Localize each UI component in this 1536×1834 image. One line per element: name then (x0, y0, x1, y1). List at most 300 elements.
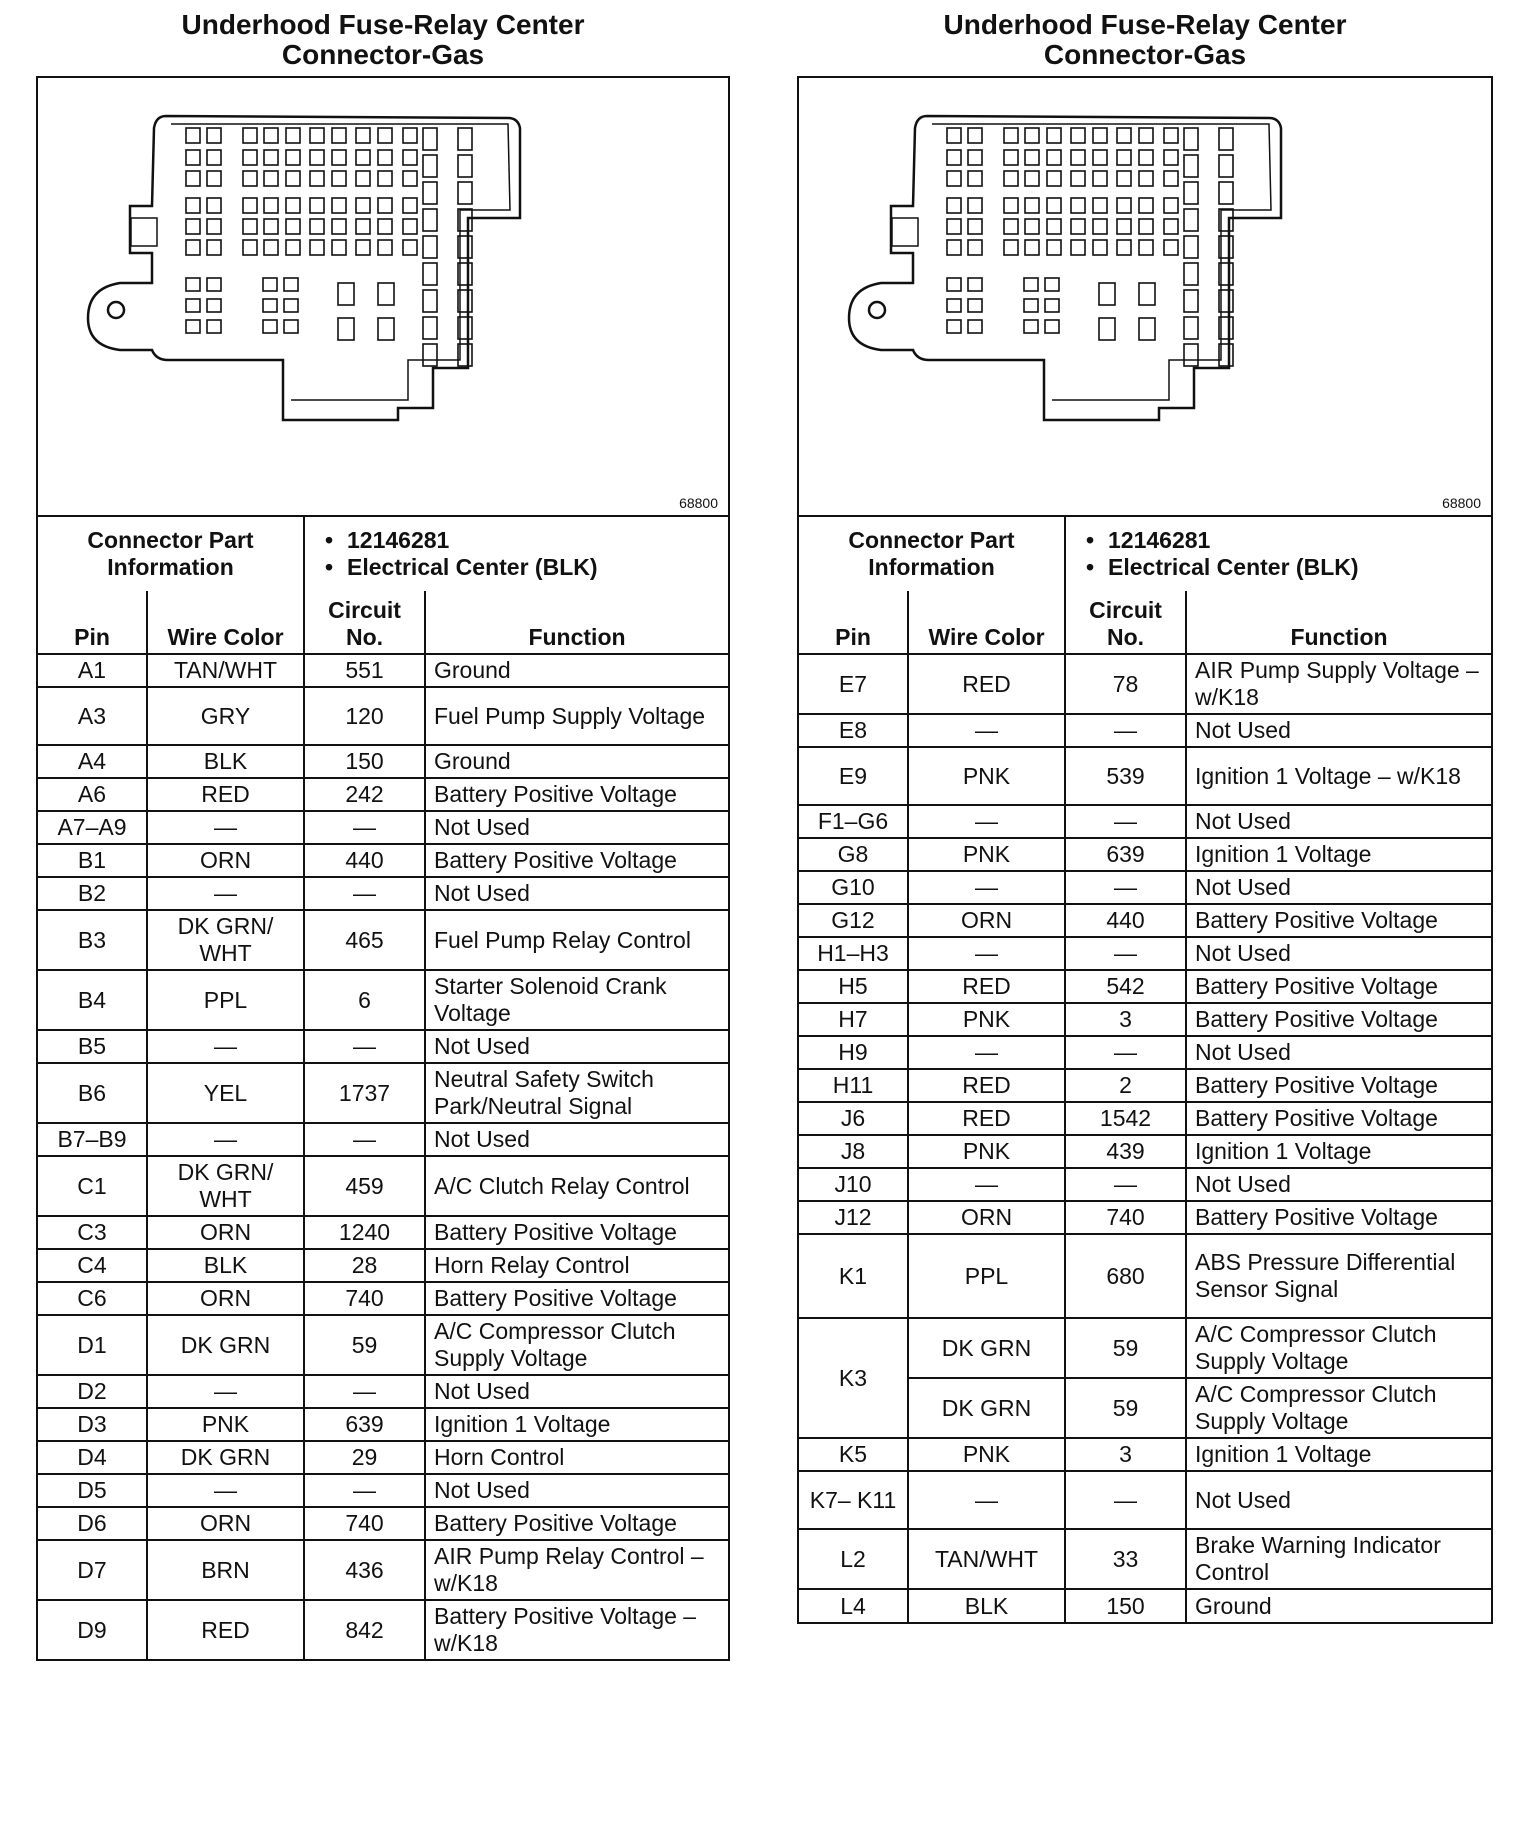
fuse-cavity (1164, 171, 1178, 186)
fuse-cavity (378, 240, 392, 255)
table-row (799, 654, 1491, 714)
function-cell: Ground (425, 745, 728, 778)
pin-cell: G10 (799, 871, 908, 904)
fuse-cavity (1071, 219, 1085, 234)
header-circuit: Circuit No. (304, 591, 425, 654)
fuse-box-diagram (799, 78, 1490, 515)
wire-color-cell: RED (908, 1069, 1065, 1102)
circuit-cell: 1542 (1065, 1102, 1186, 1135)
function-cell: Battery Positive Voltage (425, 778, 728, 811)
function-cell: ABS Pressure Differential Sensor Signal (1186, 1234, 1491, 1318)
fuse-cavity (186, 198, 200, 213)
wire-color-cell: ORN (147, 1282, 304, 1315)
function-cell: Horn Relay Control (425, 1249, 728, 1282)
pin-cell: B1 (38, 844, 147, 877)
fuse-cavity (310, 171, 324, 186)
table-row (799, 1529, 1491, 1589)
fuse-cavity (1004, 128, 1018, 143)
relay-cavity (423, 182, 437, 204)
wire-color-cell: — (908, 714, 1065, 747)
fuse-cavity (378, 150, 392, 165)
wire-color-cell: PNK (908, 838, 1065, 871)
fuse-cavity (947, 150, 961, 165)
fuse-cavity (1117, 128, 1131, 143)
fuse-cavity (286, 128, 300, 143)
table-row (799, 1102, 1491, 1135)
pin-cell: G8 (799, 838, 908, 871)
pin-cell: E9 (799, 747, 908, 805)
relay-cavity (423, 155, 437, 177)
title-line-2: Connector-Gas (1043, 39, 1247, 70)
fuse-cavity (356, 198, 370, 213)
relay-cavity (1184, 128, 1198, 150)
wire-color-cell: — (908, 1168, 1065, 1201)
fuse-cavity (286, 150, 300, 165)
fuse-cavity (1071, 240, 1085, 255)
relay-cavity (1184, 236, 1198, 258)
wire-color-cell: — (147, 811, 304, 844)
fuse-cavity (1045, 278, 1059, 291)
table-row (38, 1408, 728, 1441)
fuse-cavity (947, 320, 961, 333)
fuse-cavity (1093, 150, 1107, 165)
relay-cavity (1184, 182, 1198, 204)
fuse-cavity (947, 198, 961, 213)
relay-cavity (1219, 128, 1233, 150)
circuit-cell: 59 (1065, 1378, 1186, 1438)
fuse-cavity (1139, 171, 1153, 186)
relay-cavity (1099, 318, 1115, 340)
pin-cell: D4 (38, 1441, 147, 1474)
fuse-cavity (968, 171, 982, 186)
fuse-cavity (207, 240, 221, 255)
table-row (799, 714, 1491, 747)
fuse-block-outline (88, 116, 520, 420)
circuit-cell: 2 (1065, 1069, 1186, 1102)
table-row (799, 1201, 1491, 1234)
fuse-cavity (356, 171, 370, 186)
wire-color-cell: DK GRN/ WHT (147, 910, 304, 970)
function-cell: Ignition 1 Voltage (1186, 1135, 1491, 1168)
fuse-cavity (1117, 240, 1131, 255)
fuse-cavity (1025, 219, 1039, 234)
function-cell: A/C Clutch Relay Control (425, 1156, 728, 1216)
pin-cell: G12 (799, 904, 908, 937)
fuse-cavity (1045, 320, 1059, 333)
fuse-cavity (284, 278, 298, 291)
pin-table (799, 591, 1491, 1622)
wire-color-cell: ORN (147, 1216, 304, 1249)
fuse-cavity (207, 320, 221, 333)
pin-cell: B7–B9 (38, 1123, 147, 1156)
fuse-cavity (1164, 150, 1178, 165)
pin-cell: D6 (38, 1507, 147, 1540)
fuse-cavity (286, 240, 300, 255)
circuit-cell: 680 (1065, 1234, 1186, 1318)
fuse-cavity (1139, 128, 1153, 143)
pin-cell: H5 (799, 970, 908, 1003)
fuse-cavity (243, 198, 257, 213)
circuit-cell: 59 (1065, 1318, 1186, 1378)
pin-cell: C1 (38, 1156, 147, 1216)
table-row (799, 805, 1491, 838)
function-cell: Not Used (1186, 714, 1491, 747)
pin-cell: H9 (799, 1036, 908, 1069)
circuit-cell: — (1065, 805, 1186, 838)
wire-color-cell: PNK (908, 1003, 1065, 1036)
fuse-cavity (1024, 278, 1038, 291)
left-panel (36, 0, 730, 1661)
fuse-cavity (264, 150, 278, 165)
fuse-cavity (264, 198, 278, 213)
connector-info-values (1065, 517, 1491, 591)
table-row (799, 1471, 1491, 1529)
fuse-cavity (403, 150, 417, 165)
wire-color-cell: RED (147, 1600, 304, 1659)
fuse-cavity (1164, 219, 1178, 234)
circuit-cell: 639 (1065, 838, 1186, 871)
relay-cavity (423, 317, 437, 339)
table-row (799, 1168, 1491, 1201)
function-cell: Battery Positive Voltage (1186, 904, 1491, 937)
circuit-cell: 542 (1065, 970, 1186, 1003)
table-row (38, 1156, 728, 1216)
wire-color-cell: — (908, 1036, 1065, 1069)
circuit-cell: 436 (304, 1540, 425, 1600)
circuit-cell: 3 (1065, 1003, 1186, 1036)
function-cell: A/C Compressor Clutch Supply Voltage (1186, 1318, 1491, 1378)
header-wire-color: Wire Color (908, 591, 1065, 654)
circuit-cell: 465 (304, 910, 425, 970)
fuse-cavity (1093, 240, 1107, 255)
function-cell: Brake Warning Indicator Control (1186, 1529, 1491, 1589)
circuit-cell: — (304, 1123, 425, 1156)
pin-cell: D5 (38, 1474, 147, 1507)
fuse-cavity (1025, 198, 1039, 213)
pin-cell: C4 (38, 1249, 147, 1282)
connector-info-label: Connector Part Information (38, 517, 304, 591)
wire-color-cell: ORN (908, 904, 1065, 937)
fuse-cavity (968, 299, 982, 312)
fuse-cavity (1093, 171, 1107, 186)
fuse-cavity (1004, 240, 1018, 255)
fuse-cavity (356, 240, 370, 255)
circuit-cell: 1737 (304, 1063, 425, 1123)
circuit-cell: 539 (1065, 747, 1186, 805)
pin-cell: D7 (38, 1540, 147, 1600)
fuse-cavity (947, 240, 961, 255)
fuse-cavity (243, 128, 257, 143)
function-cell: Ignition 1 Voltage (1186, 1438, 1491, 1471)
title-line-1: Underhood Fuse-Relay Center (181, 9, 585, 40)
circuit-cell: 1240 (304, 1216, 425, 1249)
table-row (799, 1003, 1491, 1036)
wire-color-cell: BRN (147, 1540, 304, 1600)
wire-color-cell: TAN/WHT (147, 654, 304, 687)
fuse-cavity (403, 219, 417, 234)
table-row (38, 778, 728, 811)
fuse-cavity (947, 128, 961, 143)
function-cell: Not Used (425, 1123, 728, 1156)
circuit-cell: 120 (304, 687, 425, 745)
pin-cell: L2 (799, 1529, 908, 1589)
pin-cell: D1 (38, 1315, 147, 1375)
relay-cavity (423, 263, 437, 285)
fuse-cavity (378, 198, 392, 213)
function-cell: Starter Solenoid Crank Voltage (425, 970, 728, 1030)
table-row (799, 937, 1491, 970)
circuit-cell: 6 (304, 970, 425, 1030)
right-panel (797, 0, 1493, 1624)
function-cell: Not Used (1186, 1471, 1491, 1529)
pin-cell: J12 (799, 1201, 908, 1234)
fuse-cavity (1093, 198, 1107, 213)
relay-cavity (1184, 209, 1198, 231)
wire-color-cell: BLK (147, 1249, 304, 1282)
table-row (38, 654, 728, 687)
fuse-cavity (286, 219, 300, 234)
fuse-cavity (968, 278, 982, 291)
table-row (38, 910, 728, 970)
wire-color-cell: PNK (147, 1408, 304, 1441)
circuit-cell: — (1065, 937, 1186, 970)
relay-cavity (1139, 318, 1155, 340)
fuse-cavity (1047, 171, 1061, 186)
circuit-cell: — (304, 1375, 425, 1408)
relay-cavity (1184, 317, 1198, 339)
wire-color-cell: RED (908, 654, 1065, 714)
wire-color-cell: ORN (147, 844, 304, 877)
fuse-cavity (332, 171, 346, 186)
circuit-cell: 29 (304, 1441, 425, 1474)
pin-cell: J10 (799, 1168, 908, 1201)
connector-frame (36, 76, 730, 1661)
function-cell: Not Used (1186, 937, 1491, 970)
table-row (38, 1249, 728, 1282)
circuit-cell: 842 (304, 1600, 425, 1659)
table-row (38, 1507, 728, 1540)
pin-cell: F1–G6 (799, 805, 908, 838)
fuse-cavity (968, 320, 982, 333)
circuit-cell: — (1065, 1168, 1186, 1201)
fuse-cavity (1071, 171, 1085, 186)
wire-color-cell: — (908, 871, 1065, 904)
circuit-cell: — (304, 877, 425, 910)
fuse-cavity (378, 128, 392, 143)
header-pin: Pin (799, 591, 908, 654)
connector-info-label: Connector Part Information (799, 517, 1065, 591)
fuse-cavity (1093, 219, 1107, 234)
diagram-code: 68800 (679, 495, 718, 511)
wire-color-cell: PNK (908, 747, 1065, 805)
part-number: • 12146281 (1074, 527, 1483, 554)
wire-color-cell: DK GRN (147, 1315, 304, 1375)
fuse-cavity (968, 198, 982, 213)
table-row (799, 747, 1491, 805)
title-line-1: Underhood Fuse-Relay Center (943, 9, 1347, 40)
wire-color-cell: — (147, 877, 304, 910)
circuit-cell: 150 (304, 745, 425, 778)
function-cell: Not Used (1186, 1036, 1491, 1069)
function-cell: Fuel Pump Relay Control (425, 910, 728, 970)
circuit-cell: — (304, 1474, 425, 1507)
fuse-cavity (284, 299, 298, 312)
function-cell: Battery Positive Voltage (425, 844, 728, 877)
blk-tab (892, 218, 918, 246)
circuit-cell: 551 (304, 654, 425, 687)
relay-cavity (1219, 155, 1233, 177)
relay-cavity (378, 283, 394, 305)
connector-description: • Electrical Center (BLK) (313, 554, 720, 581)
pin-cell: B5 (38, 1030, 147, 1063)
wire-color-cell: RED (908, 1102, 1065, 1135)
pin-cell: A4 (38, 745, 147, 778)
relay-cavity (338, 318, 354, 340)
fuse-cavity (310, 128, 324, 143)
relay-cavity (458, 128, 472, 150)
relay-cavity (423, 236, 437, 258)
fuse-cavity (1071, 198, 1085, 213)
connector-frame (797, 76, 1493, 1624)
pin-cell: H1–H3 (799, 937, 908, 970)
fuse-cavity (1025, 171, 1039, 186)
fuse-cavity (243, 219, 257, 234)
wire-color-cell: RED (908, 970, 1065, 1003)
function-cell: Battery Positive Voltage (1186, 1069, 1491, 1102)
header-pin: Pin (38, 591, 147, 654)
wire-color-cell: PNK (908, 1438, 1065, 1471)
fuse-cavity (378, 171, 392, 186)
fuse-cavity (1047, 198, 1061, 213)
function-cell: Battery Positive Voltage (425, 1216, 728, 1249)
table-row (799, 904, 1491, 937)
fuse-cavity (1071, 128, 1085, 143)
fuse-cavity (403, 198, 417, 213)
function-cell: Neutral Safety Switch Park/Neutral Signal (425, 1063, 728, 1123)
pin-cell: K5 (799, 1438, 908, 1471)
part-number: • 12146281 (313, 527, 720, 554)
table-row (38, 687, 728, 745)
fuse-cavity (1004, 171, 1018, 186)
fuse-cavity (243, 171, 257, 186)
relay-cavity (378, 318, 394, 340)
pin-cell: K7– K11 (799, 1471, 908, 1529)
table-row (38, 1282, 728, 1315)
function-cell: Not Used (425, 1474, 728, 1507)
pin-cell: D3 (38, 1408, 147, 1441)
fuse-cavity (207, 299, 221, 312)
wire-color-cell: BLK (908, 1589, 1065, 1622)
function-cell: AIR Pump Supply Voltage – w/K18 (1186, 654, 1491, 714)
circuit-cell: 459 (304, 1156, 425, 1216)
connector-diagram (799, 78, 1491, 517)
fuse-cavity (968, 240, 982, 255)
fuse-cavity (207, 150, 221, 165)
function-cell: Ground (1186, 1589, 1491, 1622)
table-row (38, 1030, 728, 1063)
fuse-block-outline (849, 116, 1281, 420)
circuit-cell: 740 (304, 1282, 425, 1315)
relay-cavity (423, 209, 437, 231)
pin-cell: B4 (38, 970, 147, 1030)
connector-info-table (38, 517, 728, 591)
fuse-cavity (1047, 128, 1061, 143)
pin-cell: D2 (38, 1375, 147, 1408)
function-cell: Not Used (425, 1030, 728, 1063)
table-row (38, 1375, 728, 1408)
fuse-cavity (1164, 198, 1178, 213)
relay-cavity (423, 290, 437, 312)
function-cell: Not Used (1186, 805, 1491, 838)
function-cell: Horn Control (425, 1441, 728, 1474)
connector-diagram (38, 78, 728, 517)
wire-color-cell: ORN (147, 1507, 304, 1540)
fuse-cavity (403, 128, 417, 143)
fuse-cavity (1164, 240, 1178, 255)
fuse-cavity (356, 128, 370, 143)
fuse-cavity (403, 240, 417, 255)
wire-color-cell: PPL (908, 1234, 1065, 1318)
table-row (38, 745, 728, 778)
table-row (38, 1216, 728, 1249)
fuse-cavity (947, 171, 961, 186)
relay-cavity (423, 128, 437, 150)
circuit-cell: 3 (1065, 1438, 1186, 1471)
fuse-cavity (968, 219, 982, 234)
fuse-cavity (332, 198, 346, 213)
fuse-cavity (186, 299, 200, 312)
fuse-cavity (243, 240, 257, 255)
fuse-cavity (1139, 198, 1153, 213)
fuse-cavity (968, 128, 982, 143)
function-cell: Battery Positive Voltage – w/K18 (425, 1600, 728, 1659)
circuit-cell: 28 (304, 1249, 425, 1282)
fuse-cavity (1004, 198, 1018, 213)
fuse-cavity (1139, 240, 1153, 255)
relay-cavity (1219, 182, 1233, 204)
fuse-cavity (1045, 299, 1059, 312)
circuit-cell: 639 (304, 1408, 425, 1441)
wire-color-cell: — (147, 1474, 304, 1507)
function-cell: Battery Positive Voltage (1186, 970, 1491, 1003)
function-cell: Not Used (425, 877, 728, 910)
fuse-cavity (1117, 219, 1131, 234)
fuse-cavity (403, 171, 417, 186)
function-cell: Not Used (425, 811, 728, 844)
pin-cell: B6 (38, 1063, 147, 1123)
circuit-cell: 740 (1065, 1201, 1186, 1234)
wire-color-cell: ORN (908, 1201, 1065, 1234)
fuse-cavity (1139, 150, 1153, 165)
connector-info-table (799, 517, 1491, 591)
circuit-cell: — (304, 1030, 425, 1063)
wire-color-cell: TAN/WHT (908, 1529, 1065, 1589)
fuse-cavity (1164, 128, 1178, 143)
pin-cell: H11 (799, 1069, 908, 1102)
circuit-cell: 440 (1065, 904, 1186, 937)
fuse-cavity (1025, 128, 1039, 143)
fuse-cavity (1024, 320, 1038, 333)
table-row (38, 1315, 728, 1375)
wire-color-cell: PNK (908, 1135, 1065, 1168)
table-row (799, 1318, 1491, 1378)
fuse-cavity (356, 150, 370, 165)
pin-cell: E8 (799, 714, 908, 747)
connector-info-values (304, 517, 728, 591)
table-row (799, 1036, 1491, 1069)
fuse-cavity (1117, 171, 1131, 186)
table-row (38, 1441, 728, 1474)
